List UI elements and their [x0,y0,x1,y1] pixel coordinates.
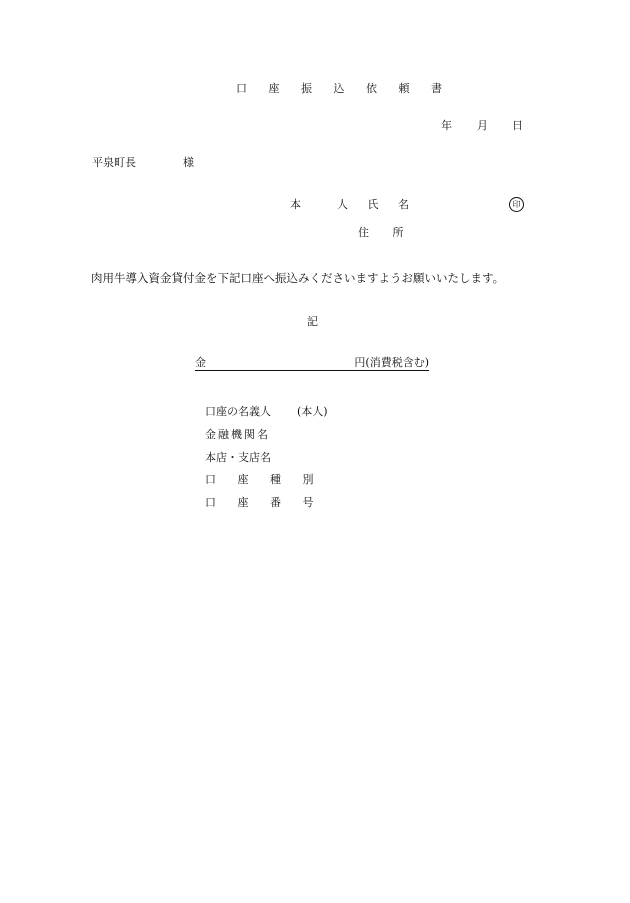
branch-name-label: 本店・支店名 [205,451,271,464]
addressee-honorific: 様 [183,156,194,169]
account-number-label: 口 座 番 号 [205,496,323,509]
date-year-label: 年 [441,119,452,132]
amount-suffix: 円(消費税含む) [354,356,429,369]
account-holder-note: (本人) [297,405,328,418]
account-holder-label: 口座の名義人 [205,405,271,418]
seal-mark: 印 [509,197,524,212]
amount-prefix: 金 [195,356,206,369]
applicant-name-label: 人 氏 名 [337,198,417,211]
applicant-address-label: 住 所 [358,226,414,239]
document-title: 口 座 振 込 依 頼 書 [236,82,451,95]
request-text: 肉用牛導入資金貸付金を下記口座へ振込みくださいますようお願いいたします。 [91,271,505,285]
addressee: 平泉町長 [92,156,136,169]
bank-name-label: 金融機関名 [205,428,270,441]
date-day-label: 日 [512,119,523,132]
date-month-label: 月 [477,119,488,132]
amount-line [195,357,429,371]
applicant-honnin-label: 本 [290,198,301,211]
ki-label: 記 [307,315,318,328]
account-type-label: 口 座 種 別 [205,473,323,486]
